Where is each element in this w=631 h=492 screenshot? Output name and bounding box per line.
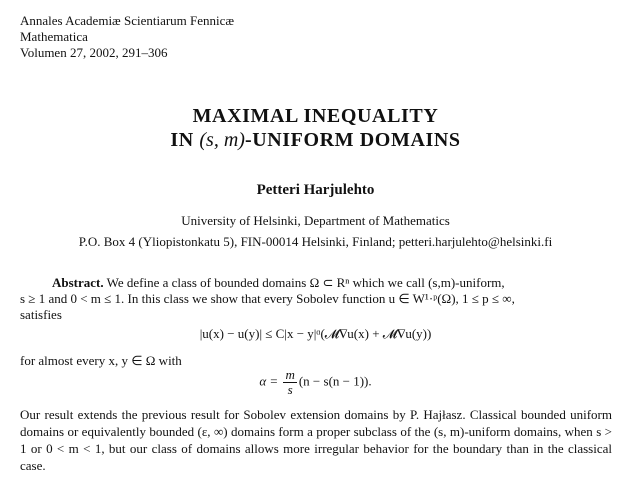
title-line-2 xyxy=(0,128,631,152)
journal-series: Mathematica xyxy=(20,29,88,44)
abstract-line-1 xyxy=(20,275,612,291)
affiliation-line-1: University of Helsinki, Department of Mathematics xyxy=(181,213,450,228)
journal-header xyxy=(20,13,234,61)
equation-alpha-fraction xyxy=(283,368,296,397)
paper-title xyxy=(0,104,631,152)
abstract-line-4: for almost every x, y ∈ Ω with xyxy=(20,353,182,368)
equation-alpha-rhs: (n − s(n − 1)). xyxy=(298,373,372,389)
journal-volume: Volumen 27, 2002, 291–306 xyxy=(20,45,168,60)
equation-maximal-inequality: |u(x) − u(y)| ≤ C|x − y|ᵅ(𝓜∇u(x) + 𝓜∇u(y)) xyxy=(199,326,432,341)
abstract-paragraph: Our result extends the previous result for Sobolev extension domains by P. Hajłasz. Classical bounded uniform domains or equivalently bounded (ε, ∞) domains form a proper subclass of the (s, m)-uniform domains, when s > 1 or 0 < m < 1, but our class of domains allows more irregular behavior for the boundary than in the classical case. xyxy=(20,407,612,473)
fraction-denominator: s xyxy=(287,382,293,397)
affiliation-line-2: P.O. Box 4 (Yliopistonkatu 5), FIN-00014 Helsinki, Finland; petteri.harjulehto@helsinki.fi xyxy=(78,234,553,249)
fraction-numerator: m xyxy=(285,367,295,382)
abstract-heading: Abstract. xyxy=(52,275,104,290)
abstract xyxy=(20,275,612,323)
equation-alpha xyxy=(0,368,631,397)
abstract-line-3: satisfies xyxy=(20,307,62,322)
affiliation xyxy=(0,210,631,252)
title-line-2-prefix: IN xyxy=(170,129,200,151)
equation-alpha-lhs: α = xyxy=(259,373,279,389)
title-line-2-math: (s, m) xyxy=(199,129,245,151)
title-line-2-suffix: -UNIFORM DOMAINS xyxy=(244,129,461,151)
abstract-line-2: s ≥ 1 and 0 < m ≤ 1. In this class we show that every Sobolev function u ∈ W¹·ᵖ(Ω), 1 ≤ p ≤ ∞, xyxy=(20,291,515,306)
author-name: Petteri Harjulehto xyxy=(256,182,375,198)
title-line-1: MAXIMAL INEQUALITY xyxy=(192,105,439,127)
journal-name: Annales Academiæ Scientiarum Fennicæ xyxy=(20,13,235,28)
abstract-text-1: We define a class of bounded domains Ω ⊂ Rⁿ which we call (s,m)-uniform, xyxy=(106,275,505,290)
